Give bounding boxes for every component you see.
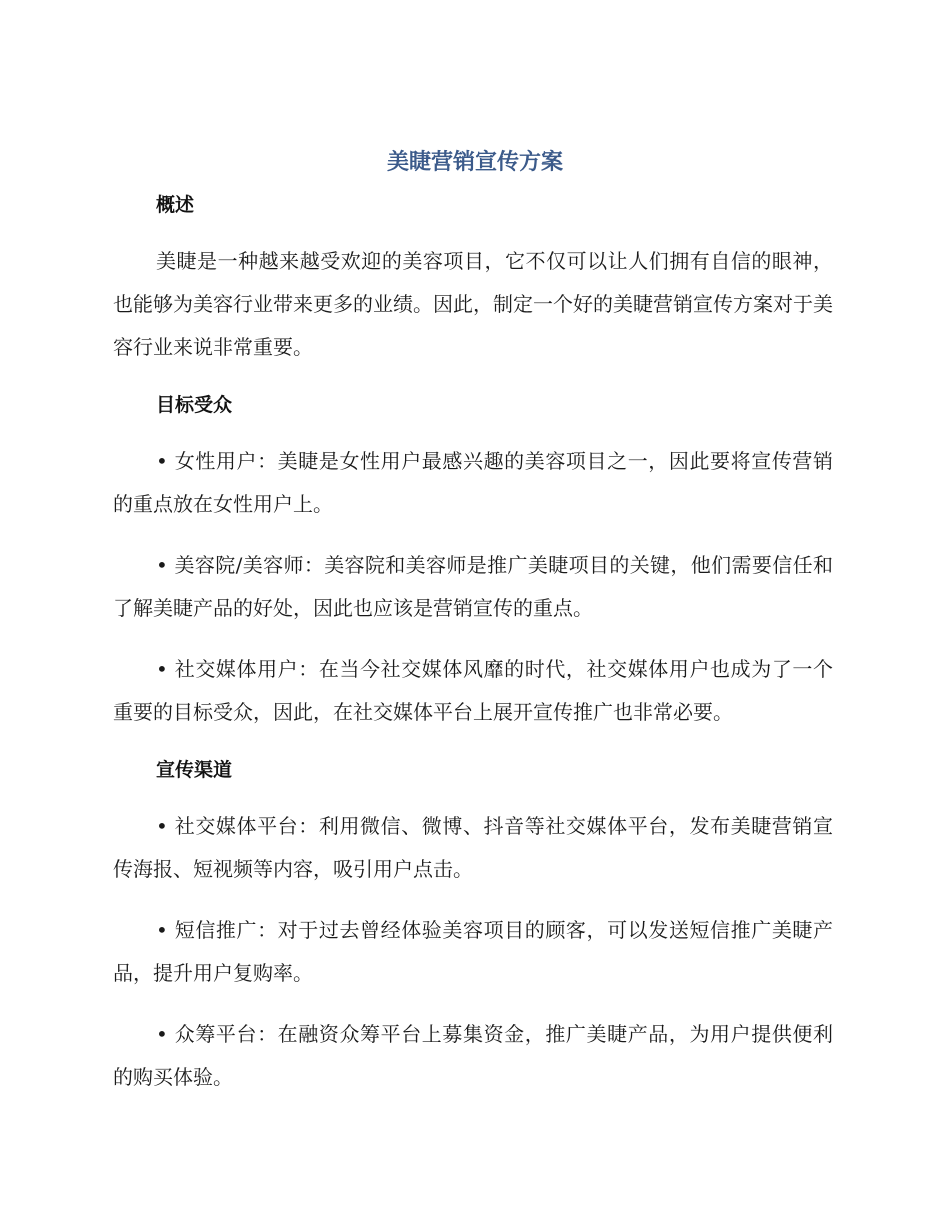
section-heading: 概述 [156,194,195,216]
bullet-paragraph: • 众筹平台：在融资众筹平台上募集资金，推广美睫产品，为用户提供便利的购买体验。 [113,1022,833,1089]
section-target-audience [113,390,833,734]
document-title: 美睫营销宣传方案 [386,150,563,175]
bullet-paragraph: • 短信推广：对于过去曾经体验美容项目的顾客，可以发送短信推广美睫产品，提升用户复购率。 [113,918,833,985]
section-overview [113,190,833,369]
bullet-paragraph: • 美容院/美容师：美容院和美容师是推广美睫项目的关键，他们需要信任和了解美睫产品的好处，因此也应该是营销宣传的重点。 [113,553,833,620]
bullet-paragraph: • 女性用户：美睫是女性用户最感兴趣的美容项目之一，因此要将宣传营销的重点放在女性用户上。 [113,449,833,516]
bullet-paragraph: • 社交媒体用户：在当今社交媒体风靡的时代，社交媒体用户也成为了一个重要的目标受众，因此，在社交媒体平台上展开宣传推广也非常必要。 [113,657,833,724]
bullet-paragraph: • 社交媒体平台：利用微信、微博、抖音等社交媒体平台，发布美睫营销宣传海报、短视频等内容，吸引用户点击。 [113,814,833,881]
section-heading: 宣传渠道 [156,759,233,781]
section-heading: 目标受众 [156,394,233,416]
paragraph: 美睫是一种越来越受欢迎的美容项目，它不仅可以让人们拥有自信的眼神，也能够为美容行业带来更多的业绩。因此，制定一个好的美睫营销宣传方案对于美容行业来说非常重要。 [113,249,833,359]
section-channels [113,755,833,1099]
document-body [113,190,833,1099]
